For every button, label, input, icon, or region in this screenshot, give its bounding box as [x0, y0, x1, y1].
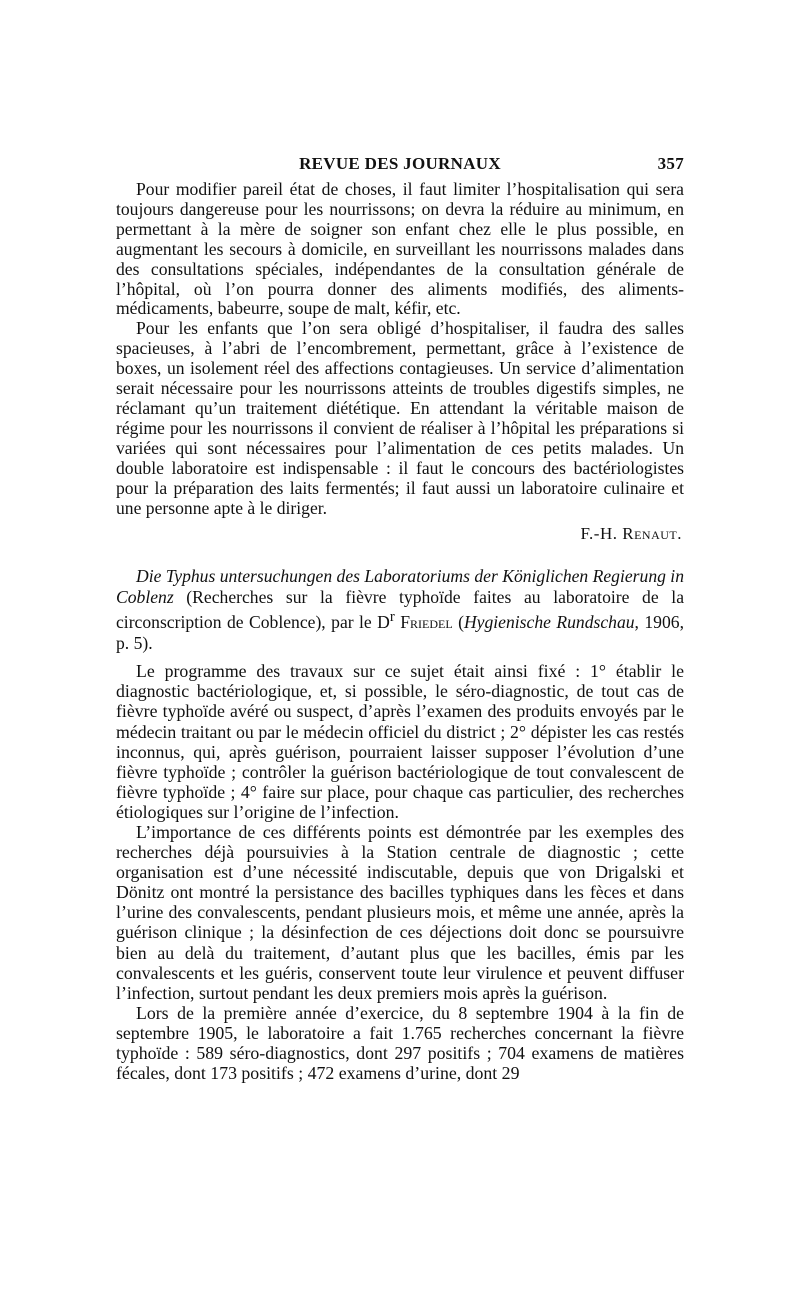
signature-initials: F.-H.: [580, 524, 618, 544]
running-title: REVUE DES JOURNAUX: [299, 154, 501, 173]
page-number: 357: [657, 154, 684, 173]
doctor-superscript: r: [389, 609, 395, 626]
article-1-paragraph-1: Pour modifier pareil état de choses, il faut limiter l’hospitalisation qui sera toujours dangereuse pour les nourrissons; on devra la réduire au minimum, en permettant à la mère de soigner son enfant chez elle le plus possible, en augmentant les secours à domicile, en surveillant les nourrissons malades dans des consultations spéciales, indépendantes de la consultation générale de l’hôpital, où l’on pourra donner des aliments modifiés, des aliments-médicaments, babeurre, soupe de malt, kéfir, etc.: [116, 179, 684, 319]
review-author: Friedel: [400, 612, 453, 633]
article-2-paragraph-2: L’importance de ces différents points est démontrée par les exemples des recherches déjà poursuivies à la Station centrale de diagnostic ; cette organisation est d’une nécessité indiscutable, depuis que von Drigalski et Dönitz ont montré la persistance des bacilles typhiques dans les fèces et dans l’urine des convalescents, pendant plusieurs mois, et même une année, après la guérison clinique ; la désinfection de ces déjections doit donc se poursuivre bien au delà du traitement, d’autant plus que les bacilles, émis par les convalescents et les guéris, conservent toute leur virulence et peuvent diffuser l’infection, surtout pendant les deux premiers mois après la guérison.: [116, 822, 684, 1003]
article-2-body: [116, 661, 684, 1083]
running-head: [116, 154, 684, 180]
source-journal: Hygienische Rundschau: [463, 612, 635, 633]
source-open: (: [452, 612, 464, 633]
author-signature: [116, 524, 684, 544]
review-heading: [116, 566, 684, 653]
document-page: [116, 154, 684, 1083]
signature-name: Renaut.: [622, 524, 682, 544]
article-1-body: [116, 180, 684, 518]
source-details: , 1906, p. 5).: [116, 612, 684, 653]
article-2-paragraph-1: Le programme des travaux sur ce sujet était ainsi fixé : 1° établir le diagnostic bactériologique, et, si possible, le séro-diagnostic, de tout cas de fièvre typhoïde avéré ou suspect, d’après l’examen des produits envoyés par le médecin traitant ou par le médecin officiel du district ; 2° dépister les cas restés inconnus, qui, après guérison, pourraient laisser supposer l’évolution d’une fièvre typhoïde ; contrôler la guérison bactériologique de tout convalescent de fièvre typhoïde ; 4° faire sur place, pour chaque cas particulier, des recherches étiologiques sur l’origine de l’infection.: [116, 661, 684, 822]
review-title: Die Typhus untersuchungen des Laboratoriums der Königlichen Regierung in Coblenz: [116, 566, 684, 607]
article-1-paragraph-2: Pour les enfants que l’on sera obligé d’hospitaliser, il faudra des salles spacieuses, à l’abri de l’encombrement, permettant, grâce à l’existence de boxes, un isolement réel des affections contagieuses. Un service d’alimentation serait nécessaire pour les nourrissons atteints de troubles digestifs simples, ne réclamant qu’un traitement diététique. En attendant la véritable maison de régime pour les nourrissons il convient de réaliser à l’hôpital les préparations si variées qui sont nécessaires pour l’alimentation de ces petits malades. Un double laboratoire est indispensable : il faut le concours des bactériologistes pour la préparation des laits fermentés; il faut aussi un laboratoire culinaire et une personne apte à le diriger.: [116, 318, 684, 518]
article-2-paragraph-3: Lors de la première année d’exercice, du 8 septembre 1904 à la fin de septembre 1905, le laboratoire a fait 1.765 recherches concernant la fièvre typhoïde : 589 séro-diagnostics, dont 297 positifs ; 704 examens de matières fécales, dont 173 positifs ; 472 examens d’urine, dont 29: [116, 1002, 684, 1084]
review-title-translation: (Recherches sur la fièvre typhoïde faites au laboratoire de la circonscription de Coblence), par le D: [116, 586, 684, 633]
